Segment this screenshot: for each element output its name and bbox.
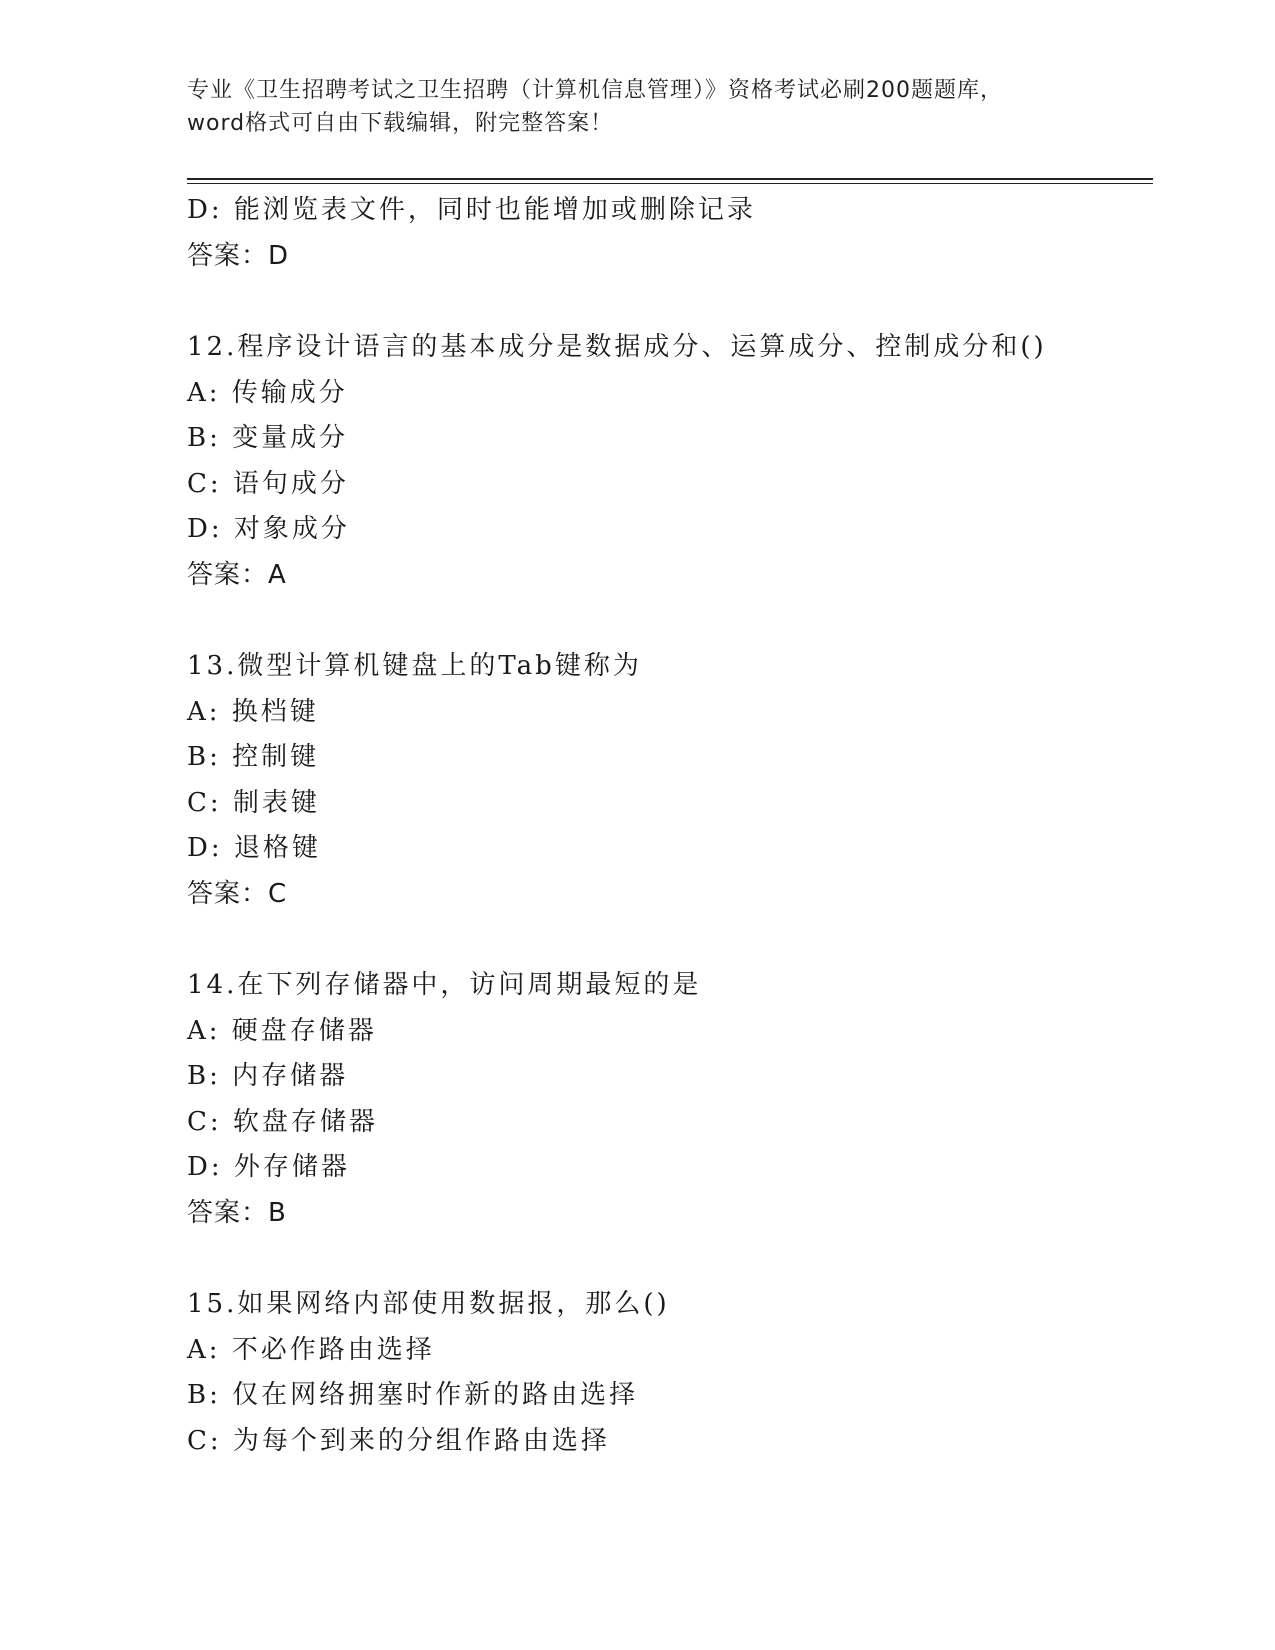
option-line: B: 变量成分 (187, 423, 349, 453)
question-spacer (187, 598, 1147, 644)
option-line: B: 控制键 (187, 742, 320, 772)
option-line: C: 为每个到来的分组作路由选择 (187, 1425, 610, 1456)
option-line: C: 软盘存储器 (187, 1106, 378, 1137)
header-divider-thin (187, 183, 1153, 184)
question-spacer (187, 1236, 1147, 1282)
option-line: C: 制表键 (187, 787, 320, 818)
document-header (187, 74, 1087, 140)
option-line: D: 退格键 (187, 833, 321, 863)
option-line: D: 对象成分 (187, 514, 350, 544)
option-line: D: 能浏览表文件，同时也能增加或删除记录 (187, 195, 756, 225)
option-line: A: 传输成分 (187, 377, 348, 408)
option-line: A: 硬盘存储器 (187, 1015, 377, 1046)
header-title-line-2: word格式可自由下载编辑，附完整答案！ (187, 111, 614, 136)
header-title-line-1: 专业《卫生招聘考试之卫生招聘（计算机信息管理）》资格考试必刷200题题库， (187, 78, 1003, 103)
answer-line: 答案：C (187, 878, 288, 909)
header-divider-thick (187, 178, 1153, 180)
question-text: 13.微型计算机键盘上的Tab键称为 (187, 651, 642, 681)
question-spacer (187, 279, 1147, 325)
question-text: 12.程序设计语言的基本成分是数据成分、运算成分、控制成分和() (187, 332, 1047, 362)
option-line: C: 语句成分 (187, 468, 349, 499)
question-text: 15.如果网络内部使用数据报，那么() (187, 1289, 670, 1319)
answer-line: 答案：A (187, 559, 287, 590)
question-list (187, 188, 1147, 1464)
question-text: 14.在下列存储器中，访问周期最短的是 (187, 970, 702, 1000)
answer-line: 答案：B (187, 1197, 287, 1228)
option-line: B: 内存储器 (187, 1061, 349, 1091)
question-spacer (187, 917, 1147, 963)
option-line: A: 不必作路由选择 (187, 1334, 435, 1365)
option-line: D: 外存储器 (187, 1152, 350, 1182)
option-line: A: 换档键 (187, 696, 319, 727)
answer-line: 答案：D (187, 240, 290, 271)
option-line: B: 仅在网络拥塞时作新的路由选择 (187, 1380, 639, 1410)
